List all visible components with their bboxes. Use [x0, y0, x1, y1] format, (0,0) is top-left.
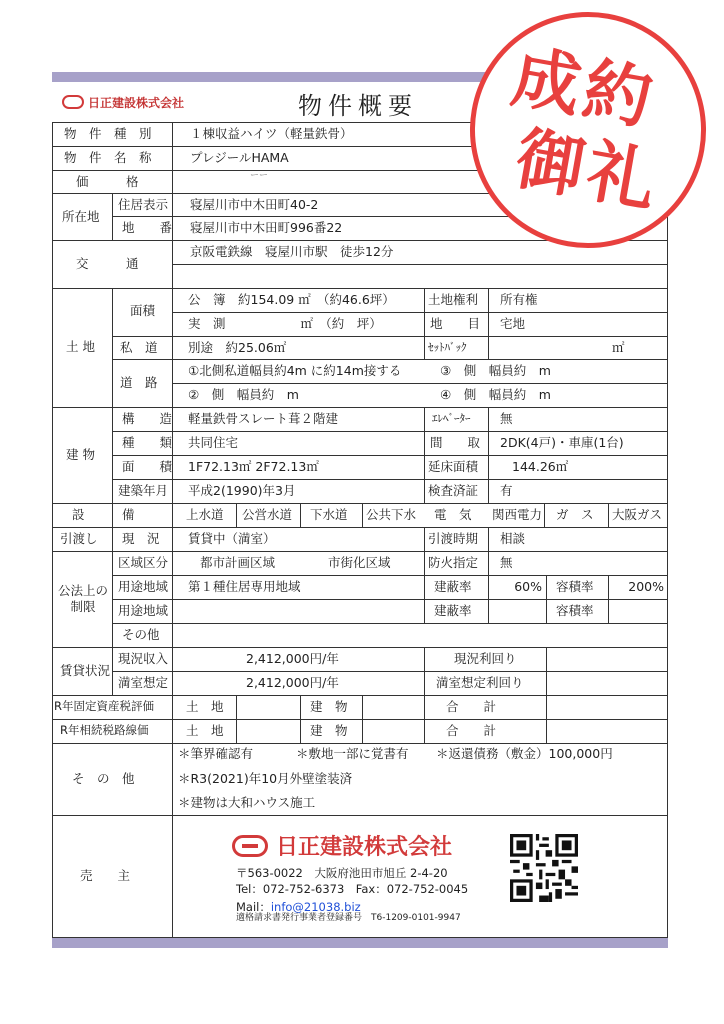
- gas-value: 大阪ガス: [612, 507, 663, 522]
- transport-value: 京阪電鉄線 寝屋川市駅 徒歩12分: [190, 244, 394, 259]
- facility-public-sewer: 公共下水: [366, 507, 417, 522]
- bottom-band: [52, 938, 668, 948]
- use-value: 第１種住居専用地域: [188, 579, 301, 594]
- coverage-value: 60%: [514, 579, 542, 594]
- inspection-value: 有: [500, 483, 513, 498]
- lot-label: 地 番: [122, 220, 173, 235]
- price-value: ーー: [250, 171, 269, 181]
- seller-mail-label: Mail：: [236, 900, 271, 914]
- road-1: ①北側私道幅員約4m に約14m接する: [188, 363, 402, 378]
- land-right-label: 土地権利: [428, 292, 479, 307]
- fire-label: 防火指定: [428, 555, 479, 570]
- inspection-label: 検査済証: [428, 483, 479, 498]
- note-1: ＊筆界確認有: [178, 746, 254, 761]
- fixed-tax-land: 土 地: [186, 699, 224, 714]
- fixed-tax-building: 建 物: [310, 699, 348, 714]
- header-logo: [62, 92, 184, 112]
- type-value: １棟収益ハイツ（軽量鉄骨）: [190, 126, 353, 141]
- building-area-value: 1F72.13㎡ 2F72.13㎡: [188, 459, 319, 474]
- elevator-value: 無: [500, 411, 513, 426]
- address-label: 住居表示: [118, 197, 169, 212]
- rental-label: 賃貸状況: [60, 663, 111, 678]
- use-label: 用途地域: [118, 579, 169, 594]
- setback-unit: ㎡: [612, 340, 625, 355]
- timing-label: 引渡時期: [428, 531, 479, 546]
- layout-label: 間 取: [430, 435, 481, 450]
- current-yield-label: 現況利回り: [454, 651, 517, 666]
- status-label: 現 況: [122, 531, 160, 546]
- current-income-value: 2,412,000円/年: [246, 651, 339, 666]
- road-3: ③ 側 幅員約 m: [440, 363, 551, 378]
- header-company-name: 日正建設株式会社: [88, 95, 185, 110]
- facility-sewer: 下水道: [310, 507, 348, 522]
- total-area-label: 延床面積: [428, 459, 479, 474]
- land-registry: 公 簿 約154.09 ㎡ （約46.6坪）: [188, 292, 395, 307]
- page-title: 物件概要: [298, 92, 418, 120]
- use2-label: 用途地域: [118, 603, 169, 618]
- road-2: ② 側 幅員約 m: [188, 387, 299, 402]
- far-label: 容積率: [556, 579, 594, 594]
- elevator-label: ｴﾚﾍﾞｰﾀｰ: [432, 412, 471, 425]
- name-value: プレジールHAMA: [190, 150, 289, 165]
- current-income-label: 現況収入: [118, 651, 169, 666]
- stamp-line-1: 成約: [506, 37, 662, 141]
- land-category-label: 地 目: [430, 316, 481, 331]
- inherit-tax-building: 建 物: [310, 723, 348, 738]
- building-area-label: 面 積: [122, 459, 173, 474]
- location-label: 所在地: [62, 209, 100, 224]
- name-label: 物 件 名 称: [64, 150, 152, 165]
- facility-public-water: 公営水道: [242, 507, 293, 522]
- coverage-label: 建蔽率: [434, 579, 472, 594]
- note-2: ＊敷地一部に覚書有: [296, 746, 409, 761]
- full-income-value: 2,412,000円/年: [246, 675, 339, 690]
- fire-value: 無: [500, 555, 513, 570]
- lot-value: 寝屋川市中木田町996番22: [190, 220, 343, 235]
- seller-registration: 適格請求書発行事業者登録番号 T6-1209-0101-9947: [236, 913, 461, 923]
- built-value: 平成2(1990)年3月: [188, 483, 296, 498]
- far2-label: 容積率: [556, 603, 594, 618]
- setback-label: ｾｯﾄﾊﾞｯｸ: [428, 341, 467, 354]
- regulation-label: 公法上の制限: [58, 583, 109, 614]
- layout-value: 2DK(4戸)・車庫(1台): [500, 435, 624, 450]
- facility-water: 上水道: [186, 507, 224, 522]
- seller-company-name: 日正建設株式会社: [276, 835, 453, 860]
- note-4: ＊R3(2021)年10月外壁塗装済: [178, 771, 353, 786]
- zone-label: 区域区分: [118, 555, 169, 570]
- land-label: 土 地: [66, 339, 95, 354]
- land-survey: 実 測 ㎡ （約 坪）: [188, 316, 382, 331]
- inherit-tax-land: 土 地: [186, 723, 224, 738]
- full-yield-label: 満室想定利回り: [436, 675, 524, 690]
- status-value: 賃貸中（満室）: [188, 531, 276, 546]
- land-category-value: 宅地: [500, 316, 526, 331]
- seller-phone: Tel：072-752-6373 Fax：072-752-0045: [236, 882, 469, 896]
- zone-2: 市街化区域: [328, 555, 391, 570]
- road-4: ④ 側 幅員約 m: [440, 387, 551, 402]
- private-road-value: 別途 約25.06㎡: [188, 340, 287, 355]
- seller-address: 〒563-0022 大阪府池田市旭丘 2-4-20: [236, 866, 448, 880]
- note-5: ＊建物は大和ハウス施工: [178, 795, 316, 810]
- type-label: 物 件 種 別: [64, 126, 152, 141]
- transport-label: 交 通: [76, 256, 139, 271]
- land-area-label: 面積: [130, 303, 156, 318]
- qr-code-icon[interactable]: [510, 834, 578, 902]
- kind-label: 種 類: [122, 435, 173, 450]
- total-area-value: 144.26㎡: [512, 459, 569, 474]
- inherit-tax-total: 合 計: [446, 723, 497, 738]
- other-label: そ の 他: [72, 771, 135, 786]
- inherit-tax-label: R年相続税路線価: [60, 723, 149, 737]
- seller-mail-link[interactable]: info@21038.biz: [270, 900, 361, 914]
- full-income-label: 満室想定: [118, 675, 169, 690]
- note-3: ＊返還債務（敷金）100,000円: [436, 746, 613, 761]
- other-reg-label: その他: [122, 627, 160, 642]
- gas-label: ガ ス: [556, 507, 594, 522]
- electric-label: 電 気: [434, 507, 472, 522]
- timing-value: 相談: [500, 531, 526, 546]
- address-value: 寝屋川市中木田町40-2: [190, 197, 319, 212]
- structure-label: 構 造: [122, 411, 173, 426]
- electric-value: 関西電力: [492, 507, 543, 522]
- seller-logo: [232, 830, 452, 861]
- fixed-tax-total: 合 計: [446, 699, 497, 714]
- stamp-line-2: 御礼: [510, 119, 666, 223]
- road-label: 道 路: [120, 375, 158, 390]
- building-label: 建 物: [66, 447, 95, 462]
- facilities-label: 設 備: [72, 507, 135, 522]
- structure-value: 軽量鉄骨スレート葺２階建: [188, 411, 339, 426]
- zone-1: 都市計画区域: [200, 555, 276, 570]
- far-value: 200%: [628, 579, 664, 594]
- built-label: 建築年月: [118, 483, 169, 498]
- seller-label: 売 主: [80, 868, 131, 883]
- coverage2-label: 建蔽率: [434, 603, 472, 618]
- handover-label: 引渡し: [60, 531, 98, 546]
- kind-value: 共同住宅: [188, 435, 239, 450]
- land-right-value: 所有権: [500, 292, 538, 307]
- private-road-label: 私 道: [120, 340, 158, 355]
- price-label: 価 格: [76, 174, 139, 189]
- seller-logo-icon: [232, 835, 268, 857]
- fixed-tax-label: R年固定資産税評価: [54, 699, 154, 713]
- company-logo-icon: [62, 95, 84, 109]
